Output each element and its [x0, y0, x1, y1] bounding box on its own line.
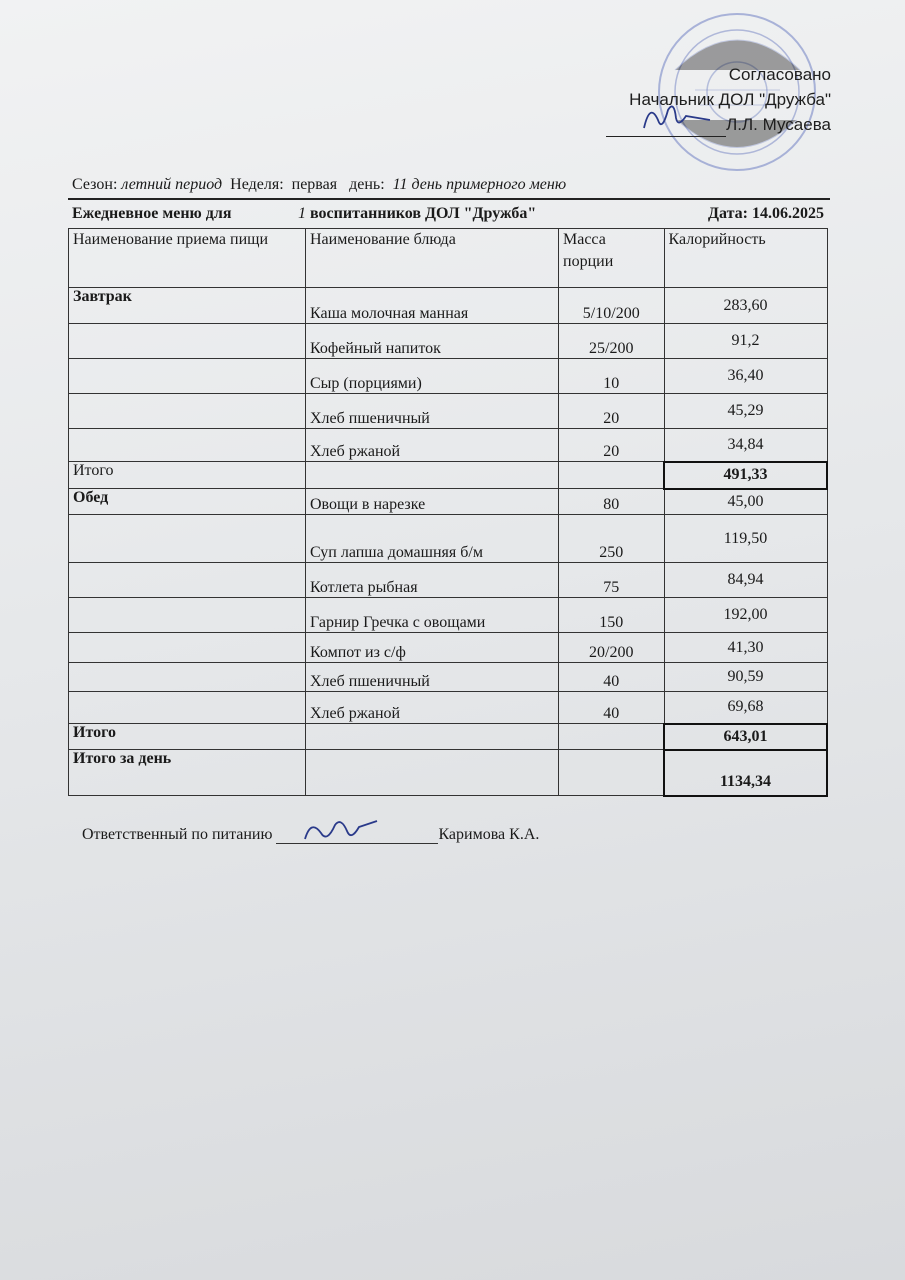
dish-mass: 40: [559, 692, 665, 724]
dish-name: Каша молочная манная: [306, 288, 559, 324]
col-calories-header: Калорийность: [664, 229, 827, 288]
breakfast-total-value: 491,33: [664, 462, 827, 489]
lunch-total-value: 643,01: [664, 724, 827, 750]
table-header-row: [69, 229, 828, 288]
day-total-row: [69, 750, 828, 796]
total-label: Итого: [69, 462, 306, 489]
dish-calories: 90,59: [664, 663, 827, 692]
menu-table: [68, 228, 828, 797]
responsible-name: Каримова К.А.: [438, 826, 540, 843]
dish-name: Хлеб ржаной: [306, 429, 559, 462]
table-row: [69, 692, 828, 724]
approval-name: Л.Л. Мусаева: [726, 115, 831, 134]
table-row: [69, 633, 828, 663]
dish-calories: 45,29: [664, 394, 827, 429]
table-row: [69, 663, 828, 692]
season-line: Сезон: летний период Неделя: первая день: 11 день примерного меню: [72, 176, 567, 193]
responsible-line: [82, 826, 539, 844]
dish-calories: 34,84: [664, 429, 827, 462]
table-row: [69, 598, 828, 633]
table-row: [69, 288, 828, 324]
dish-mass: 75: [559, 563, 665, 598]
dish-mass: 40: [559, 663, 665, 692]
table-row: [69, 515, 828, 563]
dish-mass: 25/200: [559, 324, 665, 359]
dish-name: Сыр (порциями): [306, 359, 559, 394]
approval-block: [606, 62, 831, 137]
week-value: первая: [291, 176, 338, 193]
responsible-signature-line: [276, 827, 438, 844]
dish-calories: 192,00: [664, 598, 827, 633]
approval-signature-line: [606, 112, 726, 137]
group-label: воспитанников ДОЛ "Дружба": [310, 205, 537, 222]
menu-date: Дата: 14.06.2025: [708, 205, 824, 222]
dish-name: Гарнир Гречка с овощами: [306, 598, 559, 633]
dish-mass: 150: [559, 598, 665, 633]
dish-name: Кофейный напиток: [306, 324, 559, 359]
dish-name: Хлеб пшеничный: [306, 663, 559, 692]
col-mass-header: Масса порции: [559, 229, 665, 288]
responsible-signature: [301, 817, 381, 847]
dish-calories: 36,40: [664, 359, 827, 394]
dish-calories: 41,30: [664, 633, 827, 663]
dish-mass: 250: [559, 515, 665, 563]
dish-name: Суп лапша домашняя б/м: [306, 515, 559, 563]
dish-calories: 84,94: [664, 563, 827, 598]
table-row: [69, 394, 828, 429]
header-rule: [68, 198, 830, 200]
approval-title: Согласовано: [728, 65, 831, 84]
dish-name: Котлета рыбная: [306, 563, 559, 598]
total-label: Итого: [69, 724, 306, 750]
dish-calories: 45,00: [664, 489, 827, 515]
season-value: летний период: [121, 176, 223, 193]
dish-mass: 20: [559, 394, 665, 429]
day-total-label: Итого за день: [69, 750, 306, 796]
col-meal-header: Наименование приема пищи: [69, 229, 306, 288]
approval-position: Начальник ДОЛ "Дружба": [629, 90, 831, 109]
director-signature: [636, 98, 716, 138]
day-total-value: 1134,34: [664, 750, 827, 796]
dish-calories: 91,2: [664, 324, 827, 359]
meal-label-breakfast: Завтрак: [69, 288, 306, 324]
dish-calories: 119,50: [664, 515, 827, 563]
table-row: [69, 489, 828, 515]
dish-name: Хлеб пшеничный: [306, 394, 559, 429]
responsible-label: Ответственный по питанию: [82, 826, 273, 843]
dish-calories: 283,60: [664, 288, 827, 324]
table-row: [69, 359, 828, 394]
dish-mass: 20/200: [559, 633, 665, 663]
dish-name: Овощи в нарезке: [306, 489, 559, 515]
table-row: [69, 429, 828, 462]
col-dish-header: Наименование блюда: [306, 229, 559, 288]
meal-label-lunch: Обед: [69, 489, 306, 515]
dish-mass: 20: [559, 429, 665, 462]
day-value: 11 день примерного меню: [392, 176, 567, 193]
lunch-total-row: [69, 724, 828, 750]
table-row: [69, 563, 828, 598]
menu-for-label: Ежедневное меню для: [72, 205, 232, 222]
table-row: [69, 324, 828, 359]
breakfast-total-row: [69, 462, 828, 489]
dish-mass: 10: [559, 359, 665, 394]
dish-mass: 80: [559, 489, 665, 515]
group-mark: 1: [298, 205, 306, 222]
dish-calories: 69,68: [664, 692, 827, 724]
dish-mass: 5/10/200: [559, 288, 665, 324]
dish-name: Хлеб ржаной: [306, 692, 559, 724]
dish-name: Компот из с/ф: [306, 633, 559, 663]
